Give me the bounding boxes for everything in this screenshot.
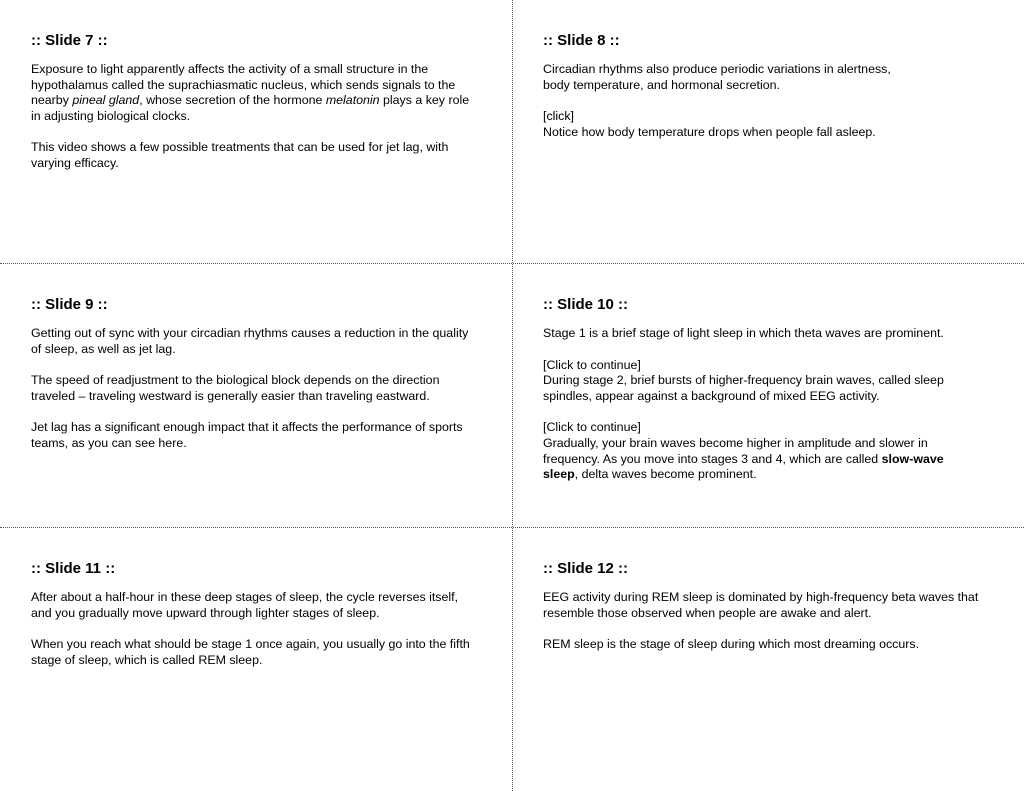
horizontal-divider-bottom xyxy=(0,527,1024,528)
slide-11-paragraph-1: After about a half-hour in these deep stages of sleep, the cycle reverses itself, and you gradually move upward through lighter stages of sleep. xyxy=(31,590,459,620)
slide-7-text-a: Exposure to light apparently affects the activity of a small structure in the hypothalamus called the suprachiasmatic nucleus, which sends signals to the nearby xyxy=(31,62,456,108)
slide-11-paragraph-2: When you reach what should be stage 1 once again, you usually go into the fifth stage of sleep, which is called REM sleep. xyxy=(31,637,470,667)
slide-12-paragraph-1: EEG activity during REM sleep is dominated by high-frequency beta waves that resemble those observed when people are awake and alert. xyxy=(543,590,979,620)
slide-7-paragraph-2: This video shows a few possible treatments that can be used for jet lag, with varying efficacy. xyxy=(31,140,449,170)
slide-9-title: :: Slide 9 :: xyxy=(31,296,108,313)
slide-8-paragraph-2 xyxy=(543,109,993,140)
slide-8-click-marker: [click] xyxy=(543,109,574,124)
pineal-gland-term: pineal gland xyxy=(72,93,140,108)
slide-8-line-2: body temperature, and hormonal secretion. xyxy=(543,77,780,92)
slide-9-notes xyxy=(31,296,481,468)
slide-8-paragraph-1 xyxy=(543,62,993,93)
vertical-divider xyxy=(512,0,513,791)
slide-10-paragraph-2 xyxy=(543,358,973,405)
slow-wave-sleep-term: slow-wave sleep xyxy=(543,451,944,482)
slide-12-title: :: Slide 12 :: xyxy=(543,560,629,577)
slide-7-text-e: plays a key role in adjusting biological clocks. xyxy=(31,93,470,123)
slide-11-title: :: Slide 11 :: xyxy=(31,560,116,577)
slide-8-title: :: Slide 8 :: xyxy=(543,32,620,49)
slide-9-paragraph-1: Getting out of sync with your circadian rhythms causes a reduction in the quality of sleep, as well as jet lag. xyxy=(31,326,469,356)
slide-10-click-marker-2: [Click to continue] xyxy=(543,420,641,435)
slide-7-text-c: , whose secretion of the hormone xyxy=(139,93,326,108)
slide-12-paragraph-2: REM sleep is the stage of sleep during which most dreaming occurs. xyxy=(543,637,920,652)
slide-10-click-marker-1: [Click to continue] xyxy=(543,357,641,372)
slide-10-title: :: Slide 10 :: xyxy=(543,296,629,313)
slide-12-notes xyxy=(543,560,993,669)
slide-10-stage-2-text: During stage 2, brief bursts of higher-frequency brain waves, called sleep spindles, appear against a background of mixed EEG activity. xyxy=(543,373,944,403)
slide-7-title: :: Slide 7 :: xyxy=(31,32,108,49)
slide-8-line-3: Notice how body temperature drops when people fall asleep. xyxy=(543,124,876,139)
slide-9-paragraph-3: Jet lag has a significant enough impact that it affects the performance of sports teams, as you can see here. xyxy=(31,420,463,450)
slide-8-line-1: Circadian rhythms also produce periodic variations in alertness, xyxy=(543,62,891,76)
slide-8-notes xyxy=(543,32,993,156)
slide-10-text-a: Gradually, your brain waves become higher in amplitude and slower in frequency. As you move into stages 3 and 4, which are called xyxy=(543,435,928,466)
slide-10-paragraph-3 xyxy=(543,420,973,482)
slide-10-notes xyxy=(543,296,993,499)
slide-11-notes xyxy=(31,560,481,684)
slide-10-paragraph-1: Stage 1 is a brief stage of light sleep in which theta waves are prominent. xyxy=(543,326,944,340)
slide-9-paragraph-2: The speed of readjustment to the biological block depends on the direction traveled – traveling westward is generally easier than traveling eastward. xyxy=(31,373,440,403)
slide-7-notes xyxy=(31,32,481,188)
horizontal-divider-top xyxy=(0,263,1024,264)
slide-10-text-c: , delta waves become prominent. xyxy=(574,467,757,482)
slide-7-paragraph-1 xyxy=(31,62,471,124)
melatonin-term: melatonin xyxy=(325,93,380,108)
